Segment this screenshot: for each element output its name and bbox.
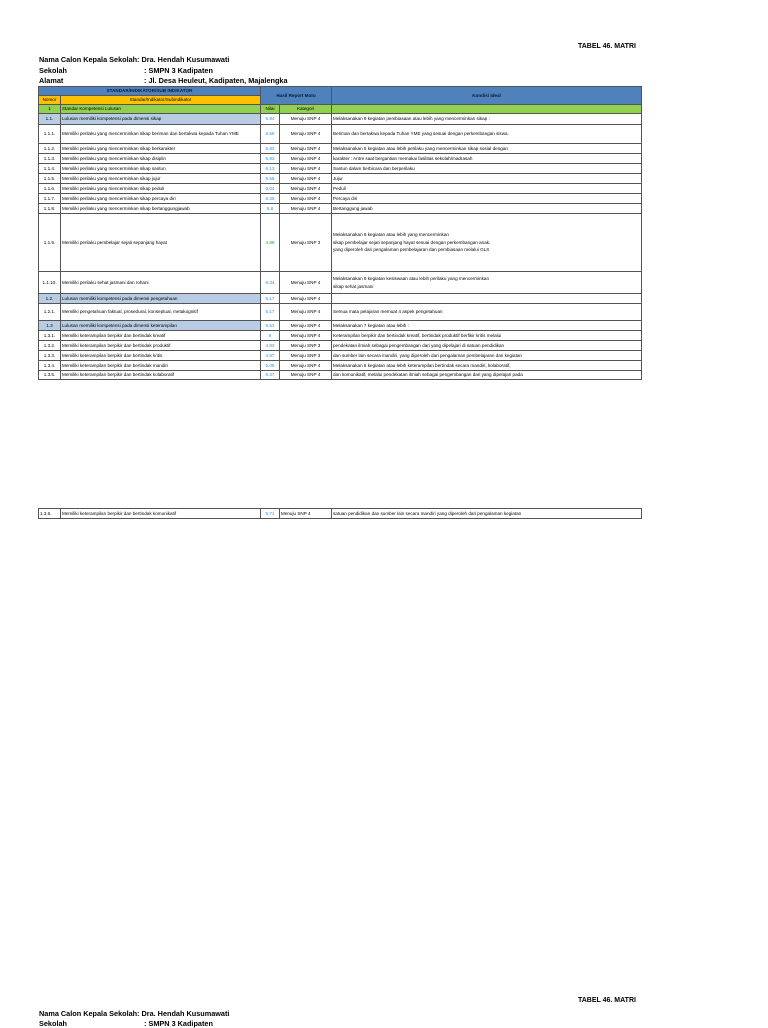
row-number: 1.3	[39, 321, 61, 331]
row-kondisi	[332, 194, 642, 204]
table-row	[39, 194, 642, 204]
row-label: Memiliki perilaku yang mencerminkan sikap percaya diri	[61, 194, 261, 204]
row-label: Lulusan memiliki kompetensi pada dimensi sikap	[61, 114, 261, 125]
row-kategori: Menuju SNP 4	[280, 361, 332, 371]
footer-candidate-value: : Dra. Hendah Kusumawati	[137, 1009, 230, 1018]
row-kategori: Menuju SNP 3	[280, 341, 332, 351]
row-kondisi	[332, 164, 642, 174]
row-number: 1.1.3.	[39, 154, 61, 164]
kondisi-line: Santun dalam berbicara dan berperilaku	[333, 165, 415, 171]
row-kategori: Menuju SNP 4	[280, 114, 332, 125]
row-1-3-6-table	[38, 508, 642, 519]
row-kategori: Menuju SNP 4	[280, 154, 332, 164]
row-number: 1.3.3.	[39, 351, 61, 361]
address-value: : Jl. Desa Heuleut, Kadipaten, Majalengka	[144, 76, 288, 85]
kondisi-line: Semua mata pelajaran memuat 4 aspek pengetahuan	[333, 309, 443, 315]
row-label: Memiliki perilaku yang mencerminkan sikap berkarakter	[61, 144, 261, 154]
row-kondisi	[332, 331, 642, 341]
row-kategori: Menuju SNP 4	[280, 509, 332, 519]
candidate-label: Nama Calon Kepala Sekolah	[39, 55, 138, 64]
row-number: 1.1.	[39, 114, 61, 125]
row-nilai: 5.83	[261, 144, 280, 154]
row-number: 1.1.7.	[39, 194, 61, 204]
table-row	[39, 341, 642, 351]
row-number: 1.1.8.	[39, 204, 61, 214]
row-kondisi	[332, 184, 642, 194]
school-label: Sekolah	[39, 66, 67, 75]
row-label: Memiliki keterampilan berpikir dan bertindak komunikatif	[61, 509, 261, 519]
row-kategori: Menuju SNP 4	[280, 174, 332, 184]
section-number: 1	[39, 105, 61, 114]
row-nilai: 6.04	[261, 184, 280, 194]
row-nilai: 5.94	[261, 114, 280, 125]
footer-school-value: : SMPN 3 Kadipaten	[144, 1019, 213, 1028]
row-label: Memiliki keterampilan berpikir dan bertindak kritis	[61, 351, 261, 361]
header-standar-indikator: Standar/Indikator/Subindikator	[61, 96, 261, 105]
row-kategori: Menuju SNP 4	[280, 321, 332, 331]
table-row	[39, 371, 642, 380]
table-row	[39, 509, 642, 519]
footer-table-title: TABEL 46. MATRI	[578, 997, 636, 1004]
row-label: Lulusan memiliki kompetensi pada dimensi keterampilan	[61, 321, 261, 331]
kondisi-line: Percaya diri	[333, 195, 358, 201]
row-kondisi	[332, 371, 642, 380]
row-kondisi	[332, 351, 642, 361]
kondisi-line: Jujur	[333, 175, 343, 181]
section-kondisi-empty	[332, 105, 642, 114]
row-kategori: Menuju SNP 4	[280, 144, 332, 154]
kondisi-line: Melaksanakan 5 kegiatan atau lebih perilaku yang mencerminkan sikap sosial dengan	[333, 145, 508, 151]
candidate-value: : Dra. Hendah Kusumawati	[137, 55, 230, 64]
kondisi-line: Melaksanakan 6 kegiatan atau lebih keterampilan bertindak secara mandiri, kolaboratif,	[333, 362, 511, 368]
row-kategori: Menuju SNP 3	[280, 351, 332, 361]
row-kondisi	[332, 125, 642, 144]
table-row	[39, 272, 642, 294]
header-nilai: Nilai	[261, 105, 280, 114]
table-row	[39, 154, 642, 164]
row-label: Memiliki perilaku yang mencerminkan sikap bertanggungjawab	[61, 204, 261, 214]
row-label: Memiliki perilaku sehat jasmani dan rohani	[61, 272, 261, 294]
row-number: 1.3.1.	[39, 331, 61, 341]
row-kondisi	[332, 114, 642, 125]
row-kondisi	[332, 361, 642, 371]
header-nomor: Nomor	[39, 96, 61, 105]
row-label: Memiliki perilaku yang mencerminkan sikap santun	[61, 164, 261, 174]
row-label: Memiliki keterampilan berpikir dan bertindak mandiri	[61, 361, 261, 371]
row-nilai: 6.13	[261, 164, 280, 174]
kondisi-line: karakter : Antre saat bergantian memakai fasilitas sekolah/madrasah	[333, 155, 473, 161]
row-kondisi	[332, 321, 642, 331]
kondisi-line: Beriman dan bertakwa kepada Tuhan YME yang sesuai dengan perkembangan siswa.	[333, 131, 509, 137]
school-value: : SMPN 3 Kadipaten	[144, 66, 213, 75]
row-number: 1.1.1.	[39, 125, 61, 144]
row-kondisi: satuan pendidikan dan sumber lain secara mandiri yang diperoleh dari pengalaman kegiatan	[332, 509, 642, 519]
kondisi-line: dan komunikatif, melalui pendekatan ilmiah sebagai pengembangan dari yang dipelajari pada	[333, 372, 523, 378]
table-row	[39, 321, 642, 331]
table-title: TABEL 46. MATRI	[578, 43, 636, 50]
kondisi-line: sikap sehat jasmani	[333, 283, 374, 289]
kondisi-line: yang diperoleh dari pengalaman pembelajaran dan pembiasaan melalui GLS	[333, 247, 490, 253]
row-number: 1.1.9.	[39, 214, 61, 272]
row-kategori: Menuju SNP 4	[280, 125, 332, 144]
row-number: 1.1.5.	[39, 174, 61, 184]
table-row	[39, 214, 642, 272]
table-row	[39, 144, 642, 154]
table-row	[39, 125, 642, 144]
row-nilai: 5.93	[261, 154, 280, 164]
row-nilai: 6.59	[261, 125, 280, 144]
row-label: Memiliki perilaku yang mencerminkan sikap beriman dan bertakwa kepada Tuhan YME	[61, 125, 261, 144]
row-kategori: Menuju SNP 4	[280, 304, 332, 321]
table-row	[39, 361, 642, 371]
row-nilai: 5.36	[261, 194, 280, 204]
row-nilai: 5.37	[261, 371, 280, 380]
row-kondisi	[332, 272, 642, 294]
table-row	[39, 331, 642, 341]
row-kategori: Menuju SNP 4	[280, 331, 332, 341]
row-number: 1.3.6.	[39, 509, 61, 519]
row-number: 1.3.5.	[39, 371, 61, 380]
row-number: 1.3.4.	[39, 361, 61, 371]
row-kategori: Menuju SNP 4	[280, 294, 332, 304]
row-label: Memiliki perilaku yang mencerminkan sikap disiplin	[61, 154, 261, 164]
row-nilai: 5.17	[261, 304, 280, 321]
header-kondisi-ideal: Kondisi Ideal	[332, 87, 642, 105]
row-number: 1.2.1.	[39, 304, 61, 321]
row-label: Memiliki perilaku yang mencerminkan sikap jujur	[61, 174, 261, 184]
row-label: Memiliki pengetahuan faktual, prosedural, konseptual, metakognitif	[61, 304, 261, 321]
row-nilai: 5.53	[261, 321, 280, 331]
table-row	[39, 164, 642, 174]
row-kondisi	[332, 341, 642, 351]
row-kategori: Menuju SNP 4	[280, 184, 332, 194]
row-kategori: Menuju SNP 4	[280, 204, 332, 214]
row-nilai: 5.05	[261, 361, 280, 371]
row-label: Memiliki keterampilan berpikir dan bertindak produktif	[61, 341, 261, 351]
row-kategori: Menuju SNP 4	[280, 194, 332, 204]
table-row	[39, 304, 642, 321]
row-nilai: 4.87	[261, 351, 280, 361]
row-number: 1.2.	[39, 294, 61, 304]
table-row	[39, 114, 642, 125]
kondisi-line: Peduli	[333, 185, 346, 191]
kondisi-line: Keterampilan berpikir dan bertindak kreatif, bertindak produktif berfikir kritis melalui	[333, 332, 502, 338]
kondisi-line: dan sumber lain secara mandiri, yang diperoleh dari pengalaman pembelajaran dan kegiatan	[333, 352, 522, 358]
matrix-table	[38, 86, 642, 380]
table-row	[39, 204, 642, 214]
table-row	[39, 174, 642, 184]
row-kategori: Menuju SNP 4	[280, 272, 332, 294]
kondisi-line: Melaksanakan 6 kegiatan kesiswaan atau lebih perilaku yang mencerminkan	[333, 275, 490, 281]
row-kategori: Menuju SNP 3	[280, 214, 332, 272]
kondisi-line: Melaksanakan 7 kegiatan atau lebih :	[333, 322, 409, 328]
row-nilai: 5.55	[261, 174, 280, 184]
row-nilai: 5.71	[261, 509, 280, 519]
row-nilai: 6.34	[261, 272, 280, 294]
table-row	[39, 351, 642, 361]
section-label: Standar Kompetensi Lulusan	[61, 105, 261, 114]
row-nilai: 4.83	[261, 341, 280, 351]
row-label: Memiliki keterampilan berpikir dan bertindak kreatif	[61, 331, 261, 341]
row-kondisi	[332, 304, 642, 321]
row-number: 1.3.2.	[39, 341, 61, 351]
row-number: 1.1.10.	[39, 272, 61, 294]
header-hasil-report: Hasil Report Mutu	[261, 87, 332, 105]
footer-school-label: Sekolah	[39, 1019, 67, 1028]
row-number: 1.1.4.	[39, 164, 61, 174]
row-label: Memiliki perilaku yang mencerminkan sikap peduli	[61, 184, 261, 194]
row-label: Lulusan memiliki kompetensi pada dimensi pengetahuan	[61, 294, 261, 304]
row-kondisi	[332, 154, 642, 164]
row-kondisi	[332, 144, 642, 154]
row-kondisi	[332, 214, 642, 272]
row-nilai: 4.89	[261, 214, 280, 272]
header-standard-group: STANDAR/INDIKATOR/SUB INDIKATOR	[39, 87, 261, 96]
address-label: Alamat	[39, 76, 64, 85]
kondisi-line: pendekatan ilmiah sebagai pengembangan dari yang dipelajari di satuan pendidikan	[333, 342, 505, 348]
kondisi-line: Melaksanakan 9 kegiatan pembiasaan atau lebih yang mencerminkan sikap :	[333, 116, 490, 122]
row-nilai: 5.8	[261, 204, 280, 214]
row-label: Memiliki perilaku pembelajar sejati sepanjang hayat	[61, 214, 261, 272]
row-kondisi	[332, 294, 642, 304]
row-number: 1.1.6.	[39, 184, 61, 194]
row-kondisi	[332, 204, 642, 214]
kondisi-line: Melaksanakan 6 kegiatan atau lebih yang mencerminkan	[333, 231, 449, 237]
row-kategori: Menuju SNP 4	[280, 371, 332, 380]
row-kategori: Menuju SNP 4	[280, 164, 332, 174]
kondisi-line: sikap pembelajar sejati sepanjang hayat sesuai dengan perkembangan anak,	[333, 239, 491, 245]
footer-candidate-label: Nama Calon Kepala Sekolah	[39, 1009, 138, 1018]
row-label: Memiliki keterampilan berpikir dan bertindak kolaboratif	[61, 371, 261, 380]
kondisi-line: Bertanggung jawab	[333, 205, 373, 211]
row-nilai: 5.17	[261, 294, 280, 304]
table-row	[39, 184, 642, 194]
row-number: 1.1.2.	[39, 144, 61, 154]
table-row	[39, 294, 642, 304]
header-kategori: Kategori	[280, 105, 332, 114]
row-nilai: 6	[261, 331, 280, 341]
row-kondisi	[332, 174, 642, 184]
